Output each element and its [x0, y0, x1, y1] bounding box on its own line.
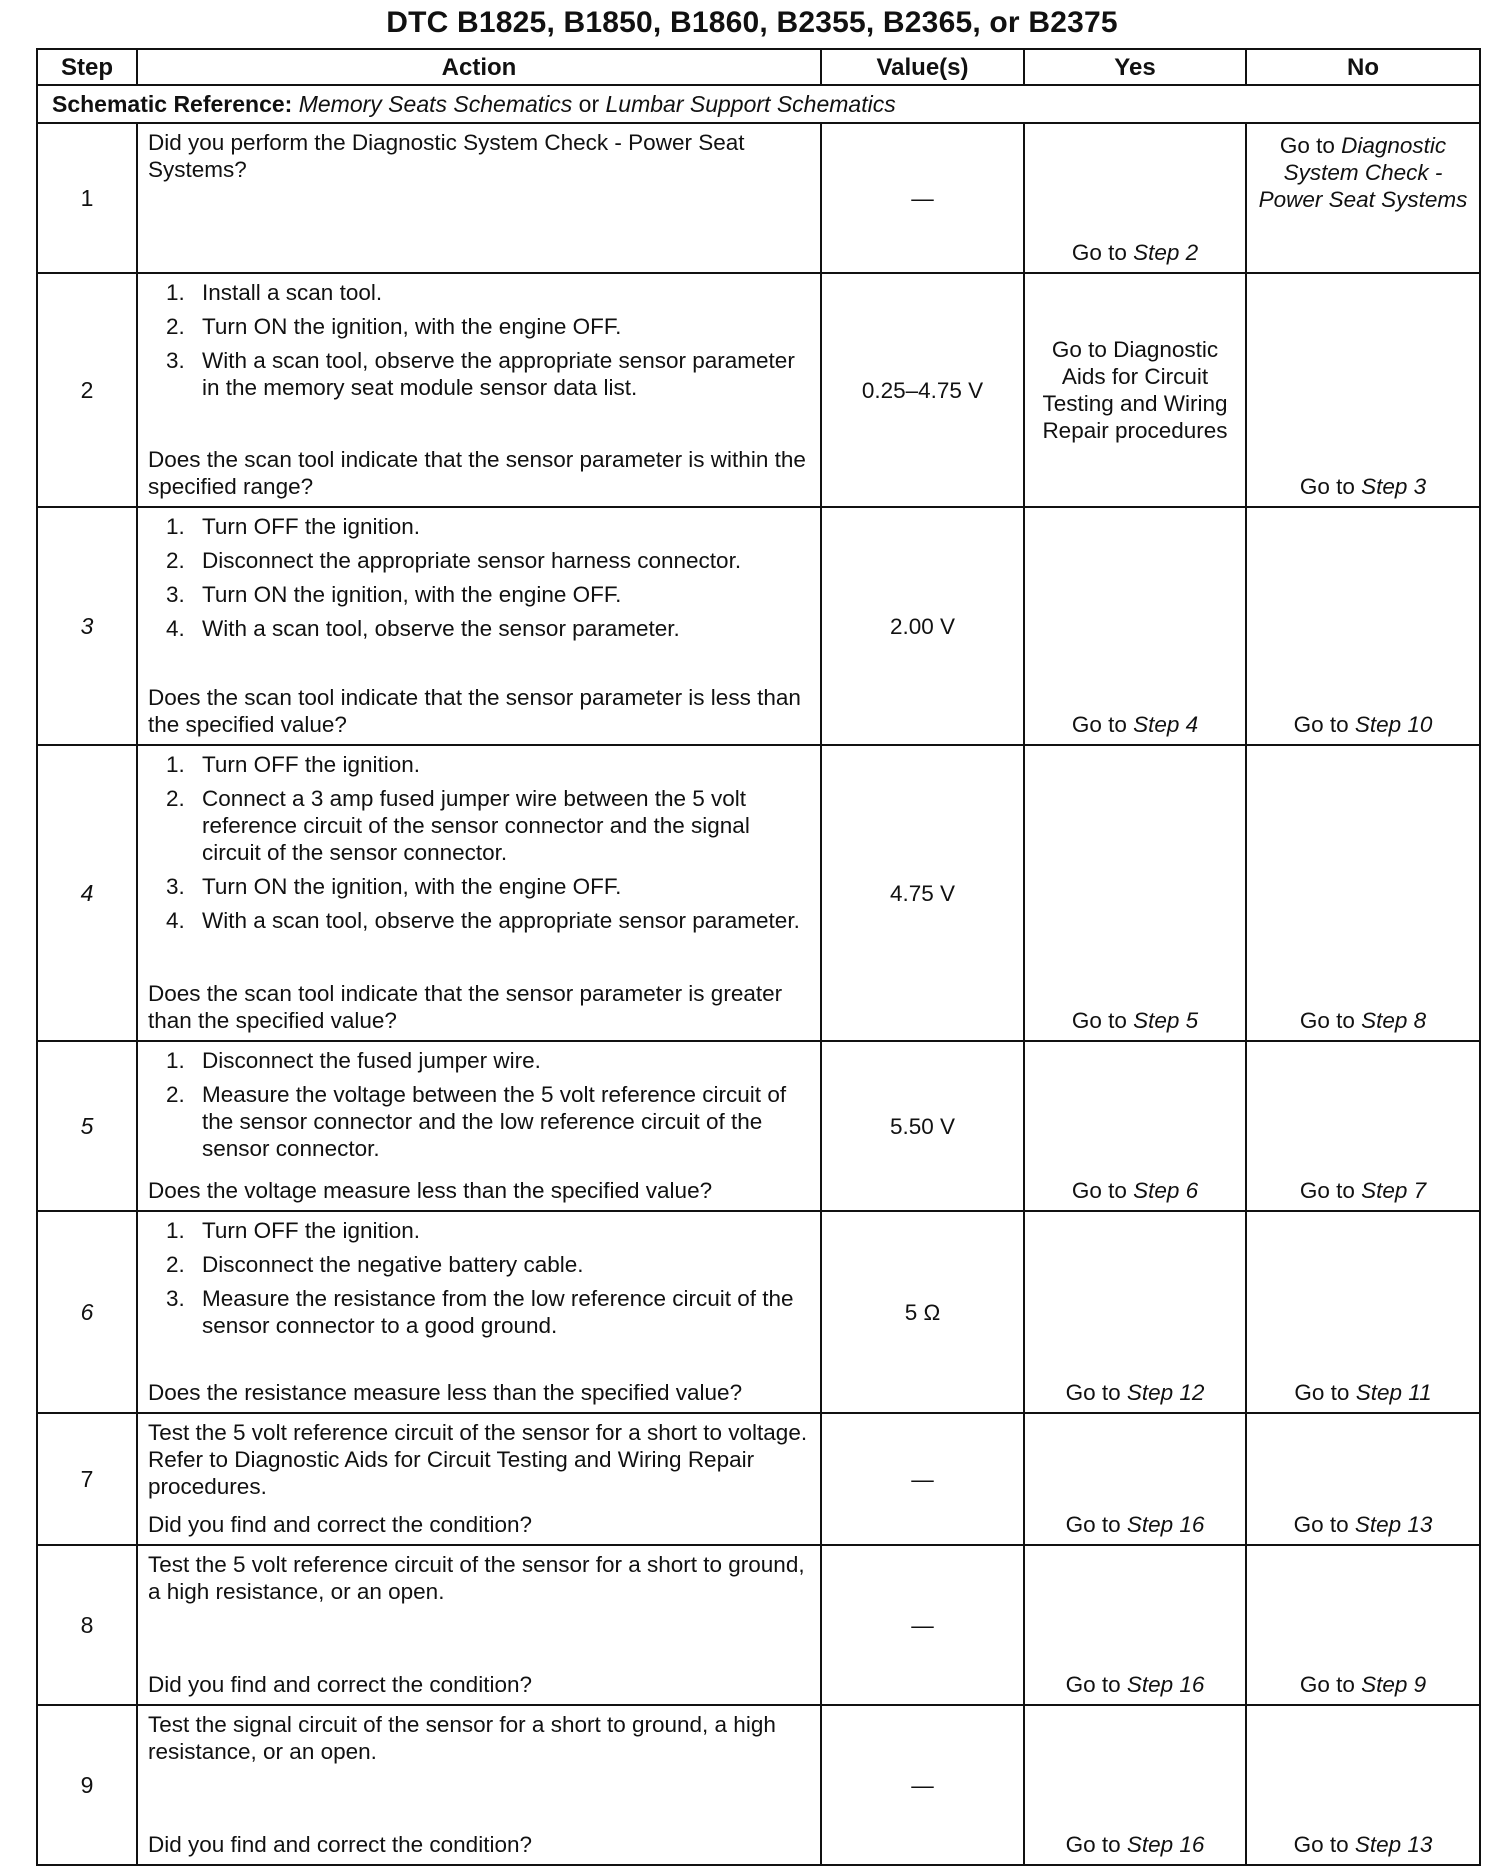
- action-step-number: 3.: [166, 582, 185, 607]
- action-question: Does the resistance measure less than the specified value?: [148, 1380, 743, 1405]
- step-action: [137, 507, 821, 745]
- step-number: 7: [37, 1413, 137, 1545]
- step-number: 4: [37, 745, 137, 1041]
- action-content: [148, 513, 812, 738]
- action-top: [148, 1419, 812, 1500]
- action-intro: Test the signal circuit of the sensor for a short to ground, a high resistance, or an open.: [148, 1712, 776, 1764]
- step-value: 2.00 V: [821, 507, 1024, 745]
- no-link[interactable]: [1246, 1413, 1480, 1545]
- step-action: [137, 1545, 821, 1705]
- no-link[interactable]: [1246, 507, 1480, 745]
- action-step-text: Turn ON the ignition, with the engine OFF.: [202, 314, 622, 339]
- action-step-number: 3.: [166, 1286, 185, 1311]
- yes-link-text[interactable]: Go to Step 16: [1065, 1672, 1205, 1697]
- action-top: [148, 513, 812, 649]
- action-step-number: 1.: [166, 1048, 185, 1073]
- step-value: —: [821, 1545, 1024, 1705]
- step-row-9: [37, 1705, 1480, 1865]
- step-value: —: [821, 1705, 1024, 1865]
- action-top: [148, 751, 812, 941]
- header-row: [37, 49, 1480, 85]
- action-step-number: 3.: [166, 348, 185, 373]
- action-content: [148, 1551, 812, 1698]
- action-step-text: Turn ON the ignition, with the engine OFF.: [202, 582, 622, 607]
- yes-link-text[interactable]: Go to Step 16: [1065, 1832, 1205, 1857]
- yes-link-text[interactable]: Go to Step 16: [1065, 1512, 1205, 1537]
- action-step-text: Disconnect the negative battery cable.: [202, 1252, 584, 1277]
- action-step-text: Measure the voltage between the 5 volt reference circuit of the sensor connector and the low reference circuit of the sensor connector.: [202, 1082, 787, 1161]
- header-action: Action: [137, 49, 821, 85]
- action-top: [148, 279, 812, 408]
- step-action: [137, 273, 821, 507]
- action-step-item: [166, 313, 812, 340]
- no-link[interactable]: [1246, 1705, 1480, 1865]
- action-step-number: 1.: [166, 752, 185, 777]
- action-top: [148, 1711, 812, 1765]
- action-step-item: [166, 751, 812, 778]
- action-question: Did you find and correct the condition?: [148, 1672, 532, 1697]
- action-step-number: 1.: [166, 1218, 185, 1243]
- no-link[interactable]: [1246, 1545, 1480, 1705]
- step-action: [137, 1211, 821, 1413]
- step-value: 0.25–4.75 V: [821, 273, 1024, 507]
- action-steps-list: [148, 751, 812, 934]
- action-step-text: Turn OFF the ignition.: [202, 1218, 421, 1243]
- action-step-item: [166, 907, 812, 934]
- header-values: Value(s): [821, 49, 1024, 85]
- action-question: Does the voltage measure less than the specified value?: [148, 1178, 713, 1203]
- action-intro: Test the 5 volt reference circuit of the sensor for a short to ground, a high resistance, or an open.: [148, 1552, 805, 1604]
- action-step-item: [166, 347, 812, 401]
- yes-link[interactable]: [1024, 1705, 1246, 1865]
- step-action: [137, 123, 821, 273]
- action-step-text: Disconnect the appropriate sensor harness connector.: [202, 548, 742, 573]
- step-row-6: [37, 1211, 1480, 1413]
- action-steps-list: [148, 1217, 812, 1339]
- no-link-text[interactable]: Go to Step 13: [1293, 1512, 1433, 1537]
- action-top: [148, 1217, 812, 1346]
- no-link-text[interactable]: Go to Step 10: [1293, 712, 1433, 737]
- header-no: No: [1246, 49, 1480, 85]
- step-action: [137, 1705, 821, 1865]
- step-number: 3: [37, 507, 137, 745]
- action-content: [148, 129, 812, 266]
- step-action: [137, 745, 821, 1041]
- action-top: [148, 1551, 812, 1605]
- action-content: [148, 751, 812, 1034]
- step-value: 4.75 V: [821, 745, 1024, 1041]
- yes-link[interactable]: [1024, 273, 1246, 507]
- yes-link[interactable]: [1024, 1211, 1246, 1413]
- step-row-5: [37, 1041, 1480, 1211]
- no-link[interactable]: [1246, 1211, 1480, 1413]
- action-steps-list: [148, 1047, 812, 1162]
- action-step-item: [166, 547, 812, 574]
- action-top: [148, 129, 812, 183]
- step-number: 2: [37, 273, 137, 507]
- no-link[interactable]: [1246, 273, 1480, 507]
- action-step-text: Turn OFF the ignition.: [202, 514, 421, 539]
- schematic-ref-lumbar-support[interactable]: Lumbar Support Schematics: [605, 90, 896, 117]
- action-intro: Did you perform the Diagnostic System Check - Power Seat Systems?: [148, 130, 745, 182]
- action-content: [148, 279, 812, 500]
- schematic-reference-row: [37, 85, 1480, 123]
- step-value: —: [821, 1413, 1024, 1545]
- yes-link[interactable]: [1024, 123, 1246, 273]
- step-number: 6: [37, 1211, 137, 1413]
- action-intro: Test the 5 volt reference circuit of the sensor for a short to voltage. Refer to Diagnostic Aids for Circuit Testing and Wiring Repair procedures.: [148, 1420, 808, 1499]
- action-top: [148, 1047, 812, 1169]
- no-link-text[interactable]: Go to Step 8: [1299, 1008, 1427, 1033]
- yes-link[interactable]: [1024, 1041, 1246, 1211]
- no-link-text[interactable]: Go to Step 13: [1293, 1832, 1433, 1857]
- action-step-text: With a scan tool, observe the appropriate sensor parameter.: [202, 908, 800, 933]
- action-step-item: [166, 1217, 812, 1244]
- action-step-item: [166, 785, 812, 866]
- action-step-number: 3.: [166, 874, 185, 899]
- action-step-text: Turn ON the ignition, with the engine OFF.: [202, 874, 622, 899]
- page-title: DTC B1825, B1850, B1860, B2355, B2365, or B2375: [386, 6, 1118, 39]
- action-question: Does the scan tool indicate that the sensor parameter is less than the specified value?: [148, 685, 801, 737]
- schematic-label: Schematic Reference:: [52, 90, 293, 117]
- action-step-item: [166, 1251, 812, 1278]
- action-step-item: [166, 1081, 812, 1162]
- action-step-item: [166, 1285, 812, 1339]
- step-row-2: [37, 273, 1480, 507]
- schematic-or: or: [578, 90, 600, 117]
- action-step-text: Turn OFF the ignition.: [202, 752, 421, 777]
- step-value: —: [821, 123, 1024, 273]
- yes-link[interactable]: [1024, 745, 1246, 1041]
- step-action: [137, 1413, 821, 1545]
- no-link-text[interactable]: Go to Diagnostic System Check - Power Seat Systems: [1258, 133, 1468, 212]
- yes-link[interactable]: [1024, 1413, 1246, 1545]
- step-row-7: [37, 1413, 1480, 1545]
- action-step-number: 4.: [166, 908, 185, 933]
- step-action: [137, 1041, 821, 1211]
- yes-link-text[interactable]: Go to Step 12: [1065, 1380, 1205, 1405]
- yes-link[interactable]: [1024, 507, 1246, 745]
- action-content: [148, 1711, 812, 1858]
- action-content: [148, 1047, 812, 1204]
- action-step-text: Measure the resistance from the low reference circuit of the sensor connector to a good ground.: [202, 1286, 794, 1338]
- action-step-number: 2.: [166, 1082, 185, 1107]
- action-question: Did you find and correct the condition?: [148, 1832, 532, 1857]
- action-step-number: 2.: [166, 1252, 185, 1277]
- yes-link-text[interactable]: Go to Step 6: [1071, 1178, 1199, 1203]
- schematic-ref-memory-seats[interactable]: Memory Seats Schematics: [298, 90, 573, 117]
- action-step-number: 2.: [166, 786, 185, 811]
- no-link-text[interactable]: Go to Step 11: [1294, 1380, 1432, 1405]
- action-content: [148, 1217, 812, 1406]
- action-step-number: 2.: [166, 314, 185, 339]
- action-steps-list: [148, 279, 812, 401]
- no-link-text[interactable]: Go to Step 7: [1299, 1178, 1427, 1203]
- no-link-text[interactable]: Go to Step 9: [1299, 1672, 1427, 1697]
- header-yes: Yes: [1024, 49, 1246, 85]
- action-question: Does the scan tool indicate that the sensor parameter is within the specified range?: [148, 447, 806, 499]
- step-row-4: [37, 745, 1480, 1041]
- action-step-text: Disconnect the fused jumper wire.: [202, 1048, 541, 1073]
- diagnostic-table: [36, 48, 1481, 1866]
- action-question: Does the scan tool indicate that the sensor parameter is greater than the specified value?: [148, 981, 783, 1033]
- action-step-number: 1.: [166, 514, 185, 539]
- step-row-1: [37, 123, 1480, 273]
- yes-link-text[interactable]: Go to Diagnostic Aids for Circuit Testing and Wiring Repair procedures: [1042, 337, 1228, 443]
- step-number: 1: [37, 123, 137, 273]
- yes-link[interactable]: [1024, 1545, 1246, 1705]
- no-link[interactable]: [1246, 1041, 1480, 1211]
- step-number: 5: [37, 1041, 137, 1211]
- action-step-number: 1.: [166, 280, 185, 305]
- action-step-text: Install a scan tool.: [202, 280, 383, 305]
- action-step-text: Connect a 3 amp fused jumper wire between the 5 volt reference circuit of the sensor connector and the signal circuit of the sensor connector.: [202, 786, 750, 865]
- step-row-3: [37, 507, 1480, 745]
- action-step-item: [166, 513, 812, 540]
- step-number: 8: [37, 1545, 137, 1705]
- action-step-item: [166, 581, 812, 608]
- action-step-text: With a scan tool, observe the sensor parameter.: [202, 616, 680, 641]
- action-step-number: 4.: [166, 616, 185, 641]
- action-steps-list: [148, 513, 812, 642]
- header-step: Step: [37, 49, 137, 85]
- step-number: 9: [37, 1705, 137, 1865]
- action-step-item: [166, 1047, 812, 1074]
- schematic-reference: [37, 85, 1480, 123]
- step-value: 5.50 V: [821, 1041, 1024, 1211]
- yes-link-text[interactable]: Go to Step 2: [1071, 240, 1199, 265]
- action-step-item: [166, 873, 812, 900]
- action-step-item: [166, 615, 812, 642]
- step-value: 5 Ω: [821, 1211, 1024, 1413]
- action-step-item: [166, 279, 812, 306]
- no-link-text[interactable]: Go to Step 3: [1299, 474, 1427, 499]
- yes-link-text[interactable]: Go to Step 5: [1071, 1008, 1199, 1033]
- action-step-number: 2.: [166, 548, 185, 573]
- no-link[interactable]: [1246, 745, 1480, 1041]
- no-link[interactable]: [1246, 123, 1480, 273]
- step-row-8: [37, 1545, 1480, 1705]
- action-question: Did you find and correct the condition?: [148, 1512, 532, 1537]
- action-step-text: With a scan tool, observe the appropriate sensor parameter in the memory seat module sensor data list.: [202, 348, 795, 400]
- action-content: [148, 1419, 812, 1538]
- yes-link-text[interactable]: Go to Step 4: [1071, 712, 1199, 737]
